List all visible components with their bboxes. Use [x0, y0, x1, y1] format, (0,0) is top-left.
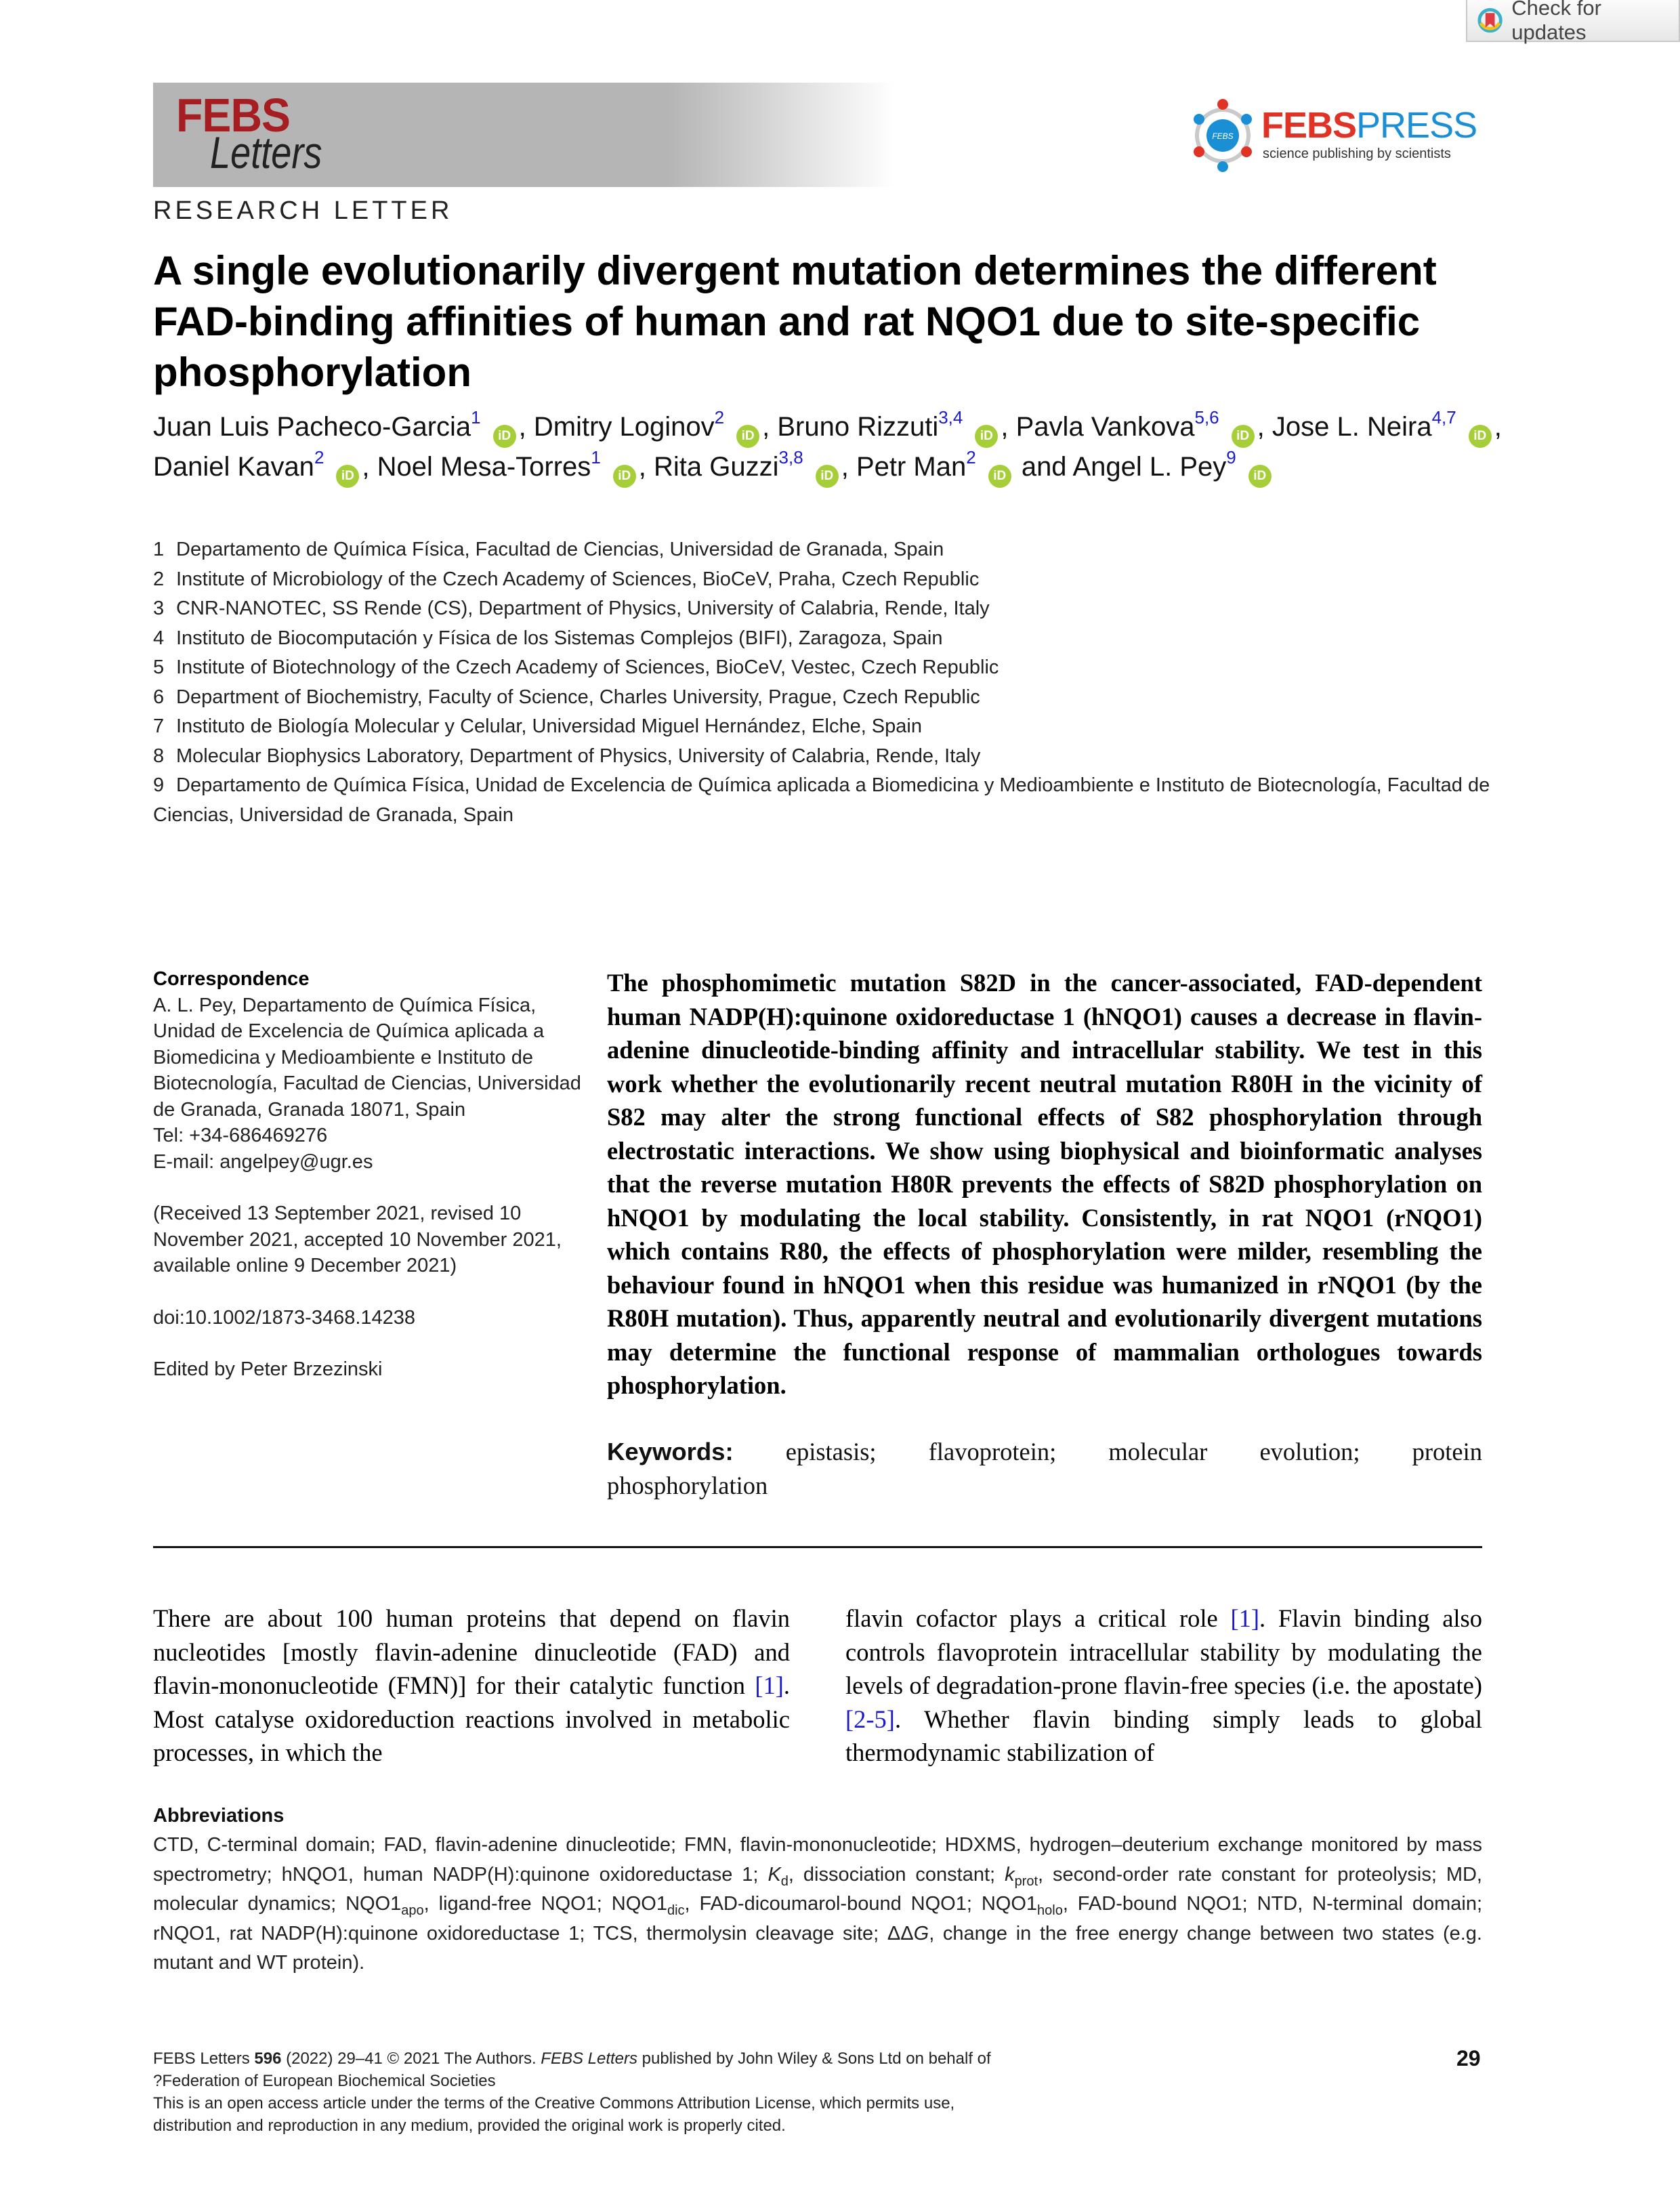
page-footer	[153, 2047, 1169, 2137]
license-line-2: distribution and reproduction in any medium, provided the original work is properly cited.	[153, 2117, 786, 2135]
society-line: ?Federation of European Biochemical Societies	[153, 2072, 496, 2090]
author-name: Noel Mesa-Torres	[377, 452, 591, 482]
author-separator: ,	[841, 452, 849, 482]
affiliation-item: 3 CNR-NANOTEC, SS Rende (CS), Department of Physics, University of Calabria, Rende, Italy	[153, 598, 990, 619]
author-name: Jose L. Neira	[1272, 412, 1432, 442]
affiliation-ref[interactable]: 1	[471, 407, 481, 428]
affiliation-ref[interactable]: 3,8	[778, 447, 803, 467]
affiliation-ref[interactable]: 4,7	[1431, 407, 1456, 428]
affiliation-ref[interactable]: 5,6	[1194, 407, 1219, 428]
affiliation-item: 6 Department of Biochemistry, Faculty of Science, Charles University, Prague, Czech Republic	[153, 686, 980, 708]
orcid-icon[interactable]: iD	[988, 465, 1011, 488]
orcid-icon[interactable]: iD	[336, 465, 359, 488]
citation-link[interactable]: [1]	[1230, 1604, 1260, 1632]
orcid-icon[interactable]: iD	[975, 425, 998, 448]
affiliation-item: 8 Molecular Biophysics Laboratory, Department of Physics, University of Calabria, Rende, Italy	[153, 745, 981, 767]
orcid-icon[interactable]: iD	[613, 465, 636, 488]
author-separator: ,	[1001, 412, 1009, 442]
author-separator: ,	[762, 412, 770, 442]
affiliation-ref[interactable]: 2	[714, 407, 725, 428]
correspondence-block	[153, 966, 587, 1383]
check-for-updates-button[interactable]	[1466, 0, 1680, 42]
affiliation-item: 4 Instituto de Biocomputación y Física de los Sistemas Complejos (BIFI), Zaragoza, Spain	[153, 627, 943, 649]
author-name: Juan Luis Pacheco-Garcia	[153, 412, 471, 442]
correspondence-address: A. L. Pey, Departamento de Química Física, Unidad de Excelencia de Química aplicada a Biomedicina y Medioambiente e Instituto de Biotecnología, Facultad de Ciencias, Universidad de Granada, Granada 18071, Spain	[153, 994, 581, 1121]
author-separator: ,	[1494, 412, 1502, 442]
orcid-icon[interactable]: iD	[1232, 425, 1255, 448]
check-for-updates-label: Check for updates	[1511, 0, 1601, 44]
orcid-icon[interactable]: iD	[736, 425, 759, 448]
correspondence-heading: Correspondence	[153, 968, 310, 990]
author-separator: ,	[362, 452, 370, 482]
editor-note: Edited by Peter Brzezinski	[153, 1358, 383, 1380]
orcid-icon[interactable]: iD	[1248, 465, 1272, 488]
journal-logo-febs: FEBS	[176, 89, 291, 142]
keywords-text: epistasis; flavoprotein; molecular evolution; protein phosphorylation	[607, 1438, 1482, 1499]
febs-press-wordmark: FEBSPRESS	[1261, 105, 1477, 146]
author-name: Daniel Kavan	[153, 452, 314, 482]
febs-press-logo-icon	[1185, 95, 1260, 176]
orcid-icon[interactable]: iD	[493, 425, 516, 448]
abbreviations-text: CTD, C-terminal domain; FAD, flavin-adenine dinucleotide; FMN, flavin-mononucleotide; HDXMS, hydrogen–deuterium exchange monitored by mass spectrometry; hNQO1, human NADP(H):quinone oxidoreductase 1; $K_d$, dissociation constant; $k_{prot}$, second-order rate constant for proteolysis; MD, molecular dynamics; $NQO1_{apo}$, ligand-free NQO1; $NQO1_{dic}$, FAD-dicoumarol-bound NQO1; $NQO1_{holo}$, FAD-bound NQO1; NTD, N-terminal domain; rNQO1, rat NADP(H):quinone oxidoreductase 1; TCS, thermolysin cleavage site; ΔΔG, change in the free energy change between two states (e.g. mutant and WT protein).	[153, 1834, 1483, 1974]
citation-link[interactable]: [1]	[755, 1671, 784, 1699]
affiliation-item: 9 Departamento de Química Física, Unidad de Excelencia de Química aplicada a Biomedicina y Medioambiente e Instituto de Biotecnología, Facultad de Ciencias, Universidad de Granada, Spain	[153, 774, 1490, 826]
section-divider	[153, 1546, 1482, 1548]
citation-link[interactable]: [2-5]	[845, 1705, 895, 1733]
author-name: Petr Man	[856, 452, 967, 482]
orcid-icon[interactable]: iD	[816, 465, 839, 488]
author-name: Rita Guzzi	[654, 452, 779, 482]
bookmark-crossmark-icon	[1477, 7, 1503, 34]
article-type: RESEARCH LETTER	[153, 196, 453, 225]
author-name: Angel L. Pey	[1072, 452, 1227, 482]
affiliation-ref[interactable]: 3,4	[938, 407, 963, 428]
affiliation-item: 1 Departamento de Química Física, Facultad de Ciencias, Universidad de Granada, Spain	[153, 539, 944, 560]
author-name: Dmitry Loginov	[533, 412, 715, 442]
citation-line: FEBS Letters 596 (2022) 29–41 © 2021 The Authors. FEBS Letters published by John Wiley & Sons Ltd on behalf of	[153, 2049, 991, 2068]
doi-link[interactable]: doi:10.1002/1873-3468.14238	[153, 1306, 416, 1329]
keywords-label: Keywords:	[607, 1438, 734, 1465]
abstract: The phosphomimetic mutation S82D in the cancer-associated, FAD-dependent human NADP(H):quinone oxidoreductase 1 (hNQO1) causes a decrease in flavin-adenine dinucleotide-binding affinity and intracellular stability. We test in this work whether the evolutionarily recent neutral mutation R80H in the vicinity of S82 may alter the strong functional effects of S82 phosphorylation through electrostatic interactions. We show using biophysical and bioinformatic analyses that the reverse mutation H80R prevents the effects of S82D phosphorylation on hNQO1 by modulating the local stability. Consistently, in rat NQO1 (rNQO1) which contains R80, the effects of phosphorylation were milder, resembling the behaviour found in hNQO1 when this residue was humanized in rNQO1 (by the R80H mutation). Thus, apparently neutral and evolutionarily divergent mutations may determine the functional response of mammalian orthologues towards phosphorylation.	[607, 969, 1482, 1399]
body-column-left: There are about 100 human proteins that depend on flavin nucleotides [mostly flavin-adenine dinucleotide (FAD) and flavin-mononucleotide (FMN)] for their catalytic function [1]. Most catalyse oxidoreduction reactions involved in metabolic processes, in which the	[153, 1604, 790, 1766]
author-separator: ,	[638, 452, 646, 482]
affiliation-list	[153, 535, 1508, 830]
svg-text:FEBS: FEBS	[1212, 131, 1234, 141]
febs-press-tagline: science publishing by scientists	[1263, 146, 1451, 161]
correspondence-email[interactable]: E-mail: angelpey@ugr.es	[153, 1150, 373, 1173]
article-history: (Received 13 September 2021, revised 10 November 2021, accepted 10 November 2021, available online 9 December 2021)	[153, 1203, 562, 1276]
author-list	[153, 408, 1508, 488]
journal-logo-letters: Letters	[210, 127, 322, 178]
affiliation-item: 2 Institute of Microbiology of the Czech Academy of Sciences, BioCeV, Praha, Czech Republic	[153, 568, 980, 590]
author-separator: ,	[1257, 412, 1265, 442]
affiliation-ref[interactable]: 2	[966, 447, 976, 467]
author-separator: and	[1013, 452, 1067, 482]
author-name: Pavla Vankova	[1015, 412, 1195, 442]
keywords	[607, 1435, 1482, 1502]
correspondence-tel: Tel: +34-686469276	[153, 1125, 328, 1146]
author-separator: ,	[518, 412, 526, 442]
affiliation-ref[interactable]: 9	[1226, 447, 1236, 467]
author-name: Bruno Rizzuti	[777, 412, 939, 442]
affiliation-item: 7 Instituto de Biología Molecular y Celular, Universidad Miguel Hernández, Elche, Spain	[153, 715, 922, 737]
orcid-icon[interactable]: iD	[1469, 425, 1492, 448]
article-title: A single evolutionarily divergent mutation determines the different FAD-binding affinities of human and rat NQO1 due to site-specific phosphorylation	[153, 248, 1437, 395]
abbreviations-heading: Abbreviations	[153, 1805, 285, 1827]
license-line-1: This is an open access article under the terms of the Creative Commons Attribution License, which permits use,	[153, 2094, 955, 2112]
page-number: 29	[1456, 2046, 1481, 2070]
affiliation-ref[interactable]: 1	[591, 447, 601, 467]
affiliation-ref[interactable]: 2	[314, 447, 324, 467]
affiliation-item: 5 Institute of Biotechnology of the Czech Academy of Sciences, BioCeV, Vestec, Czech Republic	[153, 657, 999, 678]
body-column-right: flavin cofactor plays a critical role [1]. Flavin binding also controls flavoprotein intracellular stability by modulating the levels of degradation-prone flavin-free species (i.e. the apostate) [2-5]. Whether flavin binding simply leads to global thermodynamic stabilization of	[845, 1604, 1482, 1766]
